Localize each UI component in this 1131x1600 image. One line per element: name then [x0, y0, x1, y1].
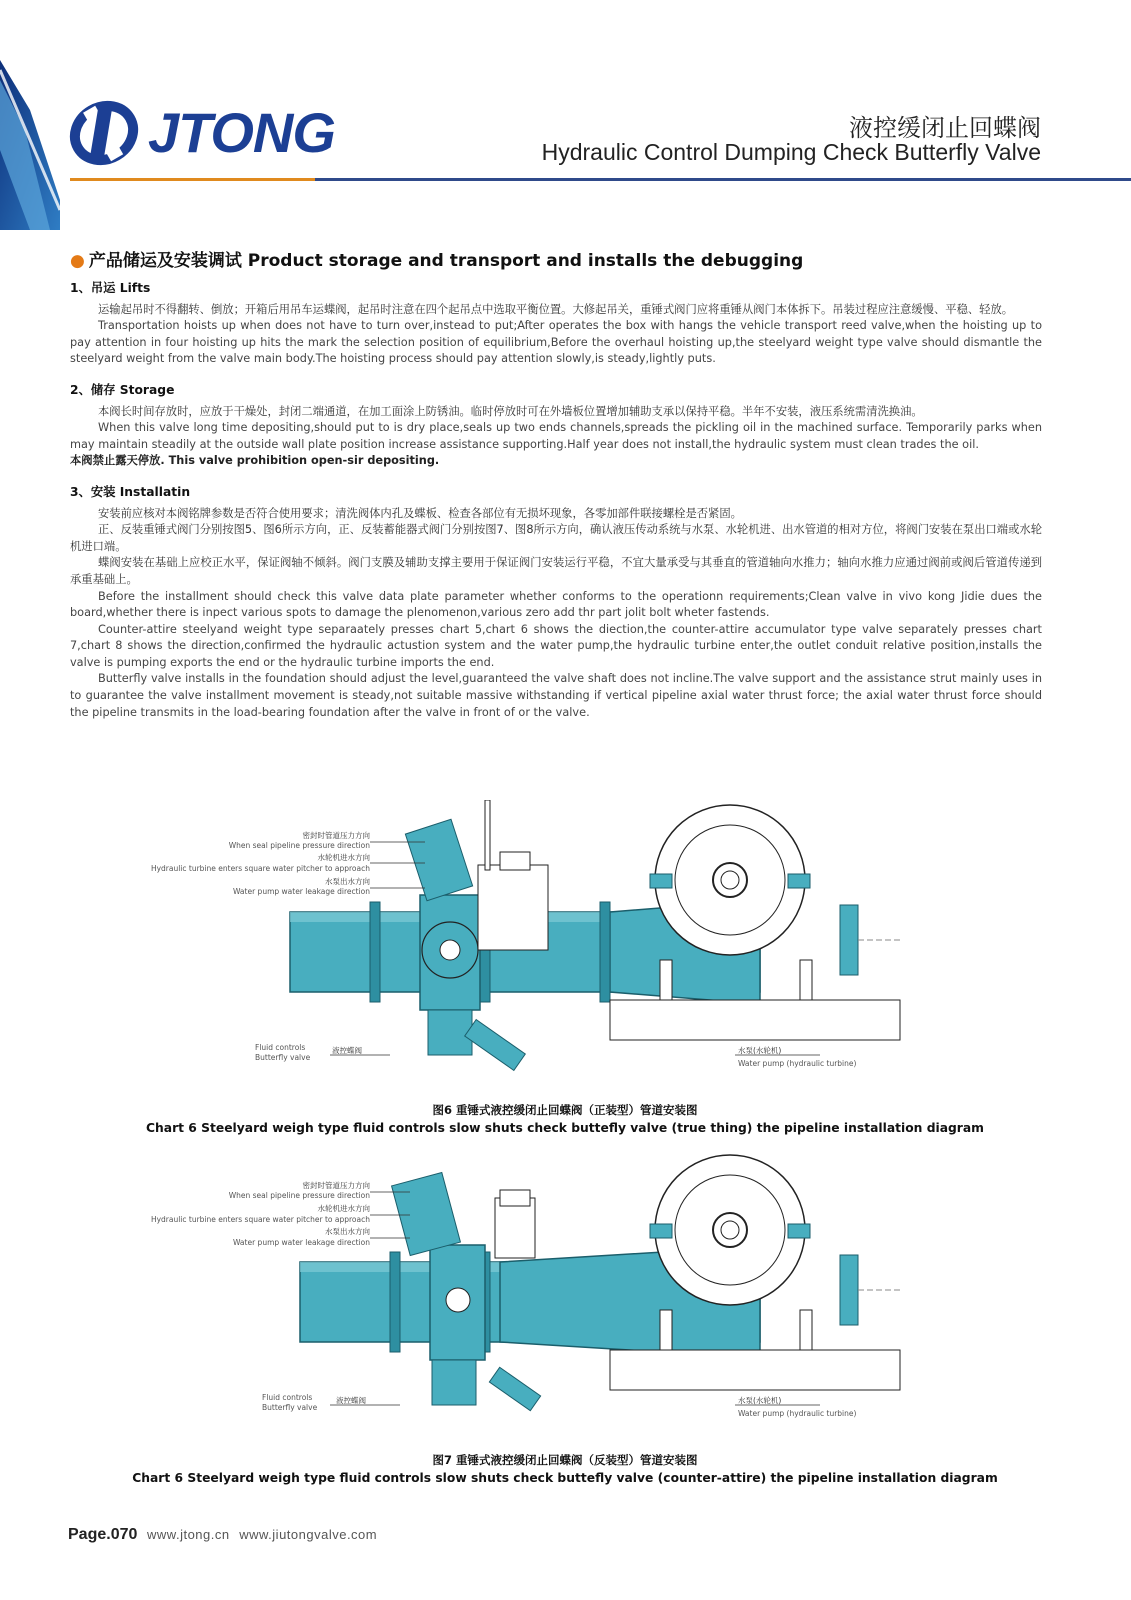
figure-6-diagram: [70, 800, 1060, 1100]
figure-7-caption-cn: 图7 重锤式液控缓闭止回蝶阀（反装型）管道安装图: [432, 1453, 698, 1467]
fig7-valve-en-1: Fluid controls: [262, 1393, 313, 1402]
install-text-en-3: Butterfly valve installs in the foundation should adjust the level,guaranteed the valve shaft does not incline.The valve support and the assistance strut mainly uses in to guarantee the valve installment movement is steady,not suitable massive withstanding if vertical pipeline axial water thrust force; the axial water thrust force should the pipeline transmits in the load-bearing foundation after the valve in front of or the valve.: [70, 672, 1042, 719]
fig6-label-3-cn: 水泵出水方向: [325, 877, 370, 886]
fig6-label-2-en: Hydraulic turbine enters square water pitcher to approach: [150, 864, 370, 873]
lifts-text-en: Transportation hoists up when does not have to turn over,instead to put;After operates the box with hangs the vehicle transport reed valve,when the hoisting up to pay attention in four hoisting up hits the mark the selection position of equilibrium,Before the overhaul hoisting up,the steelyard weight type valve should dismantle the steelyard weight from the valve main body.The hoisting process should pay attention slowly,is steady,lightly puts.: [70, 319, 1042, 366]
lifts-heading: 1、吊运 Lifts: [70, 281, 151, 295]
fig7-label-1-en: When seal pipeline pressure direction: [228, 1191, 370, 1200]
figure-7: [70, 1150, 1060, 1485]
lifts-text-cn: 运输起吊时不得翻转、倒放；开箱后用吊车运蝶阀，起吊时注意在四个起吊点中选取平衡位置。大修起吊关，重锤式阀门应将重锤从阀门本体拆下。吊装过程应注意缓慢、平稳、轻放。: [98, 302, 1014, 316]
fig7-label-1-cn: 密封时管道压力方向: [302, 1181, 370, 1190]
storage-text-cn: 本阀长时间存放时，应放于干燥处，封闭二端通道，在加工面涂上防锈油。临时停放时可在外墙板位置增加辅助支承以保持平稳。半年不安装，液压系统需清洗换油。: [98, 404, 923, 418]
install-text-en-2: Counter-attire steelyand weight type separaately presses chart 5,chart 6 shows the diection,the counter-attire accumulator type valve separately presses chart 7,chart 8 shows the direction,confirmed the hydraulic actustion system and the water pump,the hydraulic turbine enter,the outlet conduit relative position,installs the valve is pumping exports the end or the hydraulic turbine imports the end.: [70, 622, 1042, 669]
fig7-label-3-cn: 水泵出水方向: [325, 1227, 370, 1236]
fig6-valve-cn: 液控蝶阀: [332, 1046, 362, 1055]
fig6-label-1-en: When seal pipeline pressure direction: [228, 841, 370, 850]
fig7-pump-en: Water pump (hydraulic turbine): [738, 1409, 857, 1418]
header-rule-orange: [70, 178, 315, 181]
brand-logo: [68, 95, 335, 170]
fig7-pump-cn: 水泵(水轮机): [738, 1396, 782, 1405]
logo-mark-icon: [68, 97, 140, 169]
fig6-valve-en-1: Fluid controls: [255, 1043, 306, 1052]
install-text-cn-3: 蝶阀安装在基础上应校正水平，保证阀轴不倾斜。阀门支膜及辅助支撑主要用于保证阀门安装运行平稳，不宜大量承受与其垂直的管道轴向水推力；轴向水推力应通过阀前或阀后管道传递到承重基础上。: [70, 556, 1042, 586]
figure-6-caption-en: Chart 6 Steelyard weigh type fluid controls slow shuts check buttefly valve (true thing) the pipeline installation diagram: [146, 1121, 984, 1135]
install-heading: 3、安装 Installatin: [70, 484, 191, 499]
fig6-pump-cn: 水泵(水轮机): [738, 1046, 782, 1055]
fig6-label-3-en: Water pump water leakage direction: [233, 887, 370, 896]
footer-url-2[interactable]: www.jiutongvalve.com: [239, 1527, 378, 1542]
storage-heading: 2、储存 Storage: [70, 382, 175, 397]
corner-decoration: [0, 0, 60, 230]
footer-url-1[interactable]: www.jtong.cn: [147, 1527, 230, 1542]
figure-7-diagram: [70, 1150, 1060, 1450]
fig6-label-1-cn: 密封时管道压力方向: [302, 831, 370, 840]
section-heading-text: 产品储运及安装调试 Product storage and transport and installs the debugging: [88, 251, 804, 271]
page-number: Page.070: [68, 1526, 138, 1543]
page-footer: [68, 1526, 383, 1544]
fig6-label-2-cn: 水轮机进水方向: [317, 853, 370, 862]
fig7-valve-cn: 液控蝶阀: [336, 1396, 366, 1405]
storage-text-en: When this valve long time depositing,should put to is dry place,seals up two ends channels,spreads the pickling oil in the machined surface. Temporarily parks when may maintain steadily at the outside wall plate position increase assistance supporting.Half year does not install,the hydraulic system must clean trades the oil.: [70, 421, 1042, 451]
body-content: [70, 280, 1042, 721]
header-rule-blue: [315, 178, 1131, 181]
figure-6: [70, 800, 1060, 1135]
fig7-label-2-en: Hydraulic turbine enters square water pitcher to approach: [150, 1215, 370, 1224]
fig7-label-3-en: Water pump water leakage direction: [233, 1238, 370, 1247]
fig6-pump-en: Water pump (hydraulic turbine): [738, 1059, 857, 1068]
install-text-cn-1: 安装前应核对本阀铭牌参数是否符合使用要求；清洗阀体内孔及蝶板、检查各部位有无损坏现象，各零加部件联接螺栓是否紧固。: [98, 506, 742, 520]
fig7-label-2-cn: 水轮机进水方向: [317, 1204, 370, 1213]
storage-note: 本阀禁止露天停放. This valve prohibition open-sir depositing.: [70, 454, 440, 468]
page-title-en: Hydraulic Control Dumping Check Butterfly Valve: [541, 139, 1041, 165]
figure-6-caption-cn: 图6 重锤式液控缓闭止回蝶阀（正装型）管道安装图: [432, 1103, 698, 1117]
bullet-icon: ●: [70, 251, 85, 271]
figure-7-caption-en: Chart 6 Steelyard weigh type fluid controls slow shuts check buttefly valve (counter-attire) the pipeline installation diagram: [132, 1471, 998, 1485]
install-text-cn-2: 正、反装重锤式阀门分别按图5、图6所示方向，正、反装蓄能器式阀门分别按图7、图8所示方向，确认液压传动系统与水泵、水轮机进、出水管道的相对方位，将阀门安装在泵出口端或水轮机进口端。: [70, 523, 1042, 553]
brand-name: JTONG: [148, 101, 335, 164]
section-heading: [70, 246, 803, 271]
page-title-cn: 液控缓闭止回蝶阀: [849, 114, 1041, 142]
fig7-valve-en-2: Butterfly valve: [262, 1403, 318, 1412]
install-text-en-1: Before the installment should check this valve data plate parameter whether conforms to the operationn requirements;Clean valve in vivo kong Jidie dues the board,whether there is inpect various spots to damage the plenomenon,various zero add thr part jolit bolt wheter fastends.: [70, 589, 1042, 620]
fig6-valve-en-2: Butterfly valve: [255, 1053, 311, 1062]
